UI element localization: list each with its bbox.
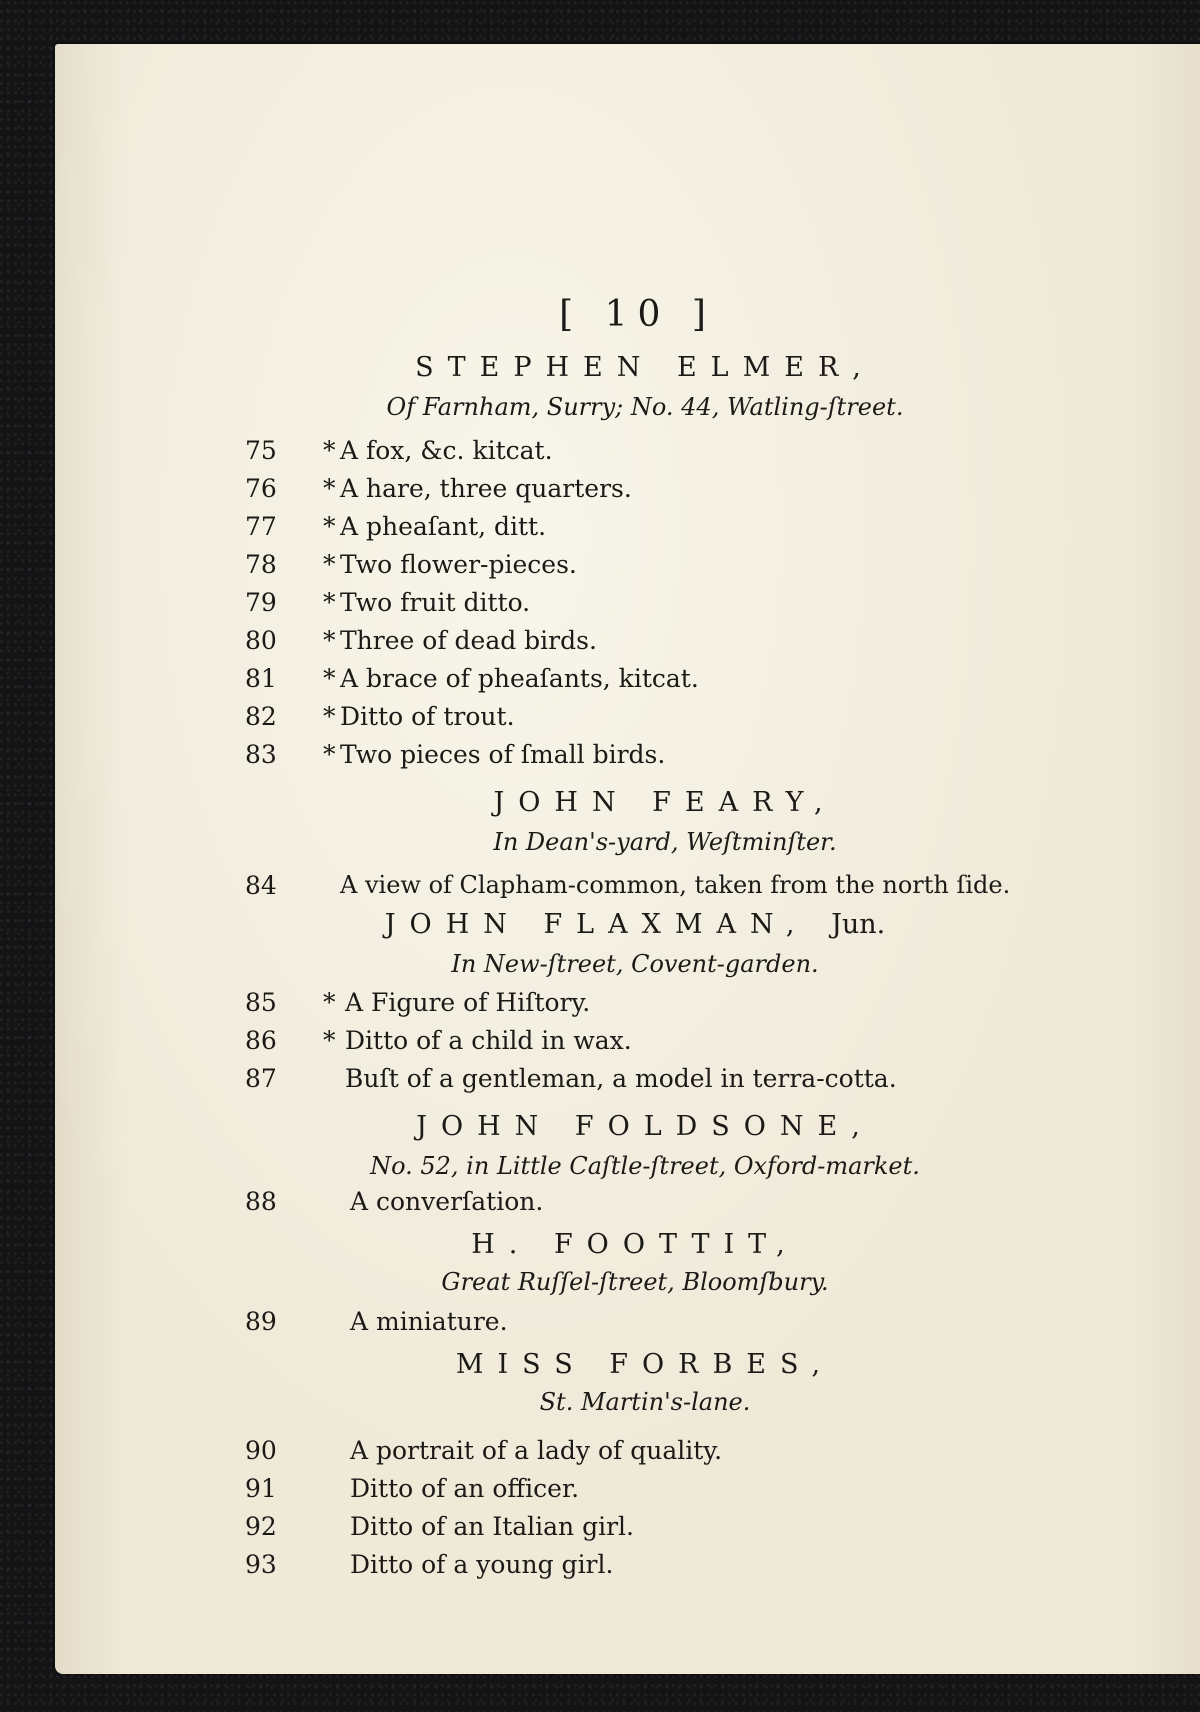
entry-number: 75 bbox=[245, 436, 277, 465]
artist-name: STEPHEN ELMER, bbox=[415, 352, 875, 383]
asterisk-mark: * bbox=[323, 588, 336, 617]
entry-text: Two pieces of ſmall birds. bbox=[340, 740, 666, 769]
entry-text: Ditto of trout. bbox=[340, 702, 515, 731]
artist-address: In New-ſtreet, Covent-garden. bbox=[451, 950, 819, 978]
asterisk-mark: * bbox=[323, 550, 336, 579]
artist-address: St. Martin's-lane. bbox=[539, 1388, 751, 1416]
artist-address: Of Farnham, Surry; No. 44, Watling-ſtreet. bbox=[386, 393, 904, 421]
asterisk-mark: * bbox=[323, 664, 336, 693]
asterisk-mark: * bbox=[323, 988, 336, 1017]
catalogue-entry bbox=[55, 988, 1200, 1022]
catalogue-entry bbox=[55, 626, 1200, 660]
entry-text: A view of Clapham-common, taken from the north ſide. bbox=[340, 871, 1011, 899]
artist-address: In Dean's-yard, Weſtminſter. bbox=[493, 828, 837, 856]
artist-name: JOHN FOLDSONE, bbox=[416, 1111, 874, 1142]
entry-number: 87 bbox=[245, 1064, 277, 1093]
catalogue-entry bbox=[55, 1187, 1200, 1221]
entry-text: A pheaſant, ditt. bbox=[340, 512, 547, 541]
book-page bbox=[55, 44, 1200, 1674]
entry-number: 90 bbox=[245, 1436, 277, 1465]
entry-text: A hare, three quarters. bbox=[340, 474, 632, 503]
asterisk-mark: * bbox=[323, 474, 336, 503]
entry-text: Two flower-pieces. bbox=[340, 550, 577, 579]
asterisk-mark: * bbox=[323, 702, 336, 731]
page-number: [ 10 ] bbox=[559, 294, 716, 335]
entry-number: 85 bbox=[245, 988, 277, 1017]
entry-text: A fox, &c. kitcat. bbox=[340, 436, 553, 465]
entry-number: 92 bbox=[245, 1512, 277, 1541]
asterisk-mark: * bbox=[323, 436, 336, 465]
entry-number: 82 bbox=[245, 702, 277, 731]
entry-number: 83 bbox=[245, 740, 277, 769]
catalogue-entry bbox=[55, 740, 1200, 774]
catalogue-entry bbox=[55, 474, 1200, 508]
entry-number: 93 bbox=[245, 1550, 277, 1579]
catalogue-entry bbox=[55, 871, 1200, 905]
catalogue-entry bbox=[55, 1474, 1200, 1508]
asterisk-mark: * bbox=[323, 740, 336, 769]
entry-text: Ditto of a child in wax. bbox=[345, 1026, 632, 1055]
artist-name: JOHN FEARY, bbox=[493, 787, 837, 818]
catalogue-entry bbox=[55, 1064, 1200, 1098]
asterisk-mark: * bbox=[323, 512, 336, 541]
artist-name-main: JOHN FLAXMAN, bbox=[384, 909, 809, 940]
entry-text: Ditto of an Italian girl. bbox=[350, 1512, 634, 1541]
entry-number: 89 bbox=[245, 1307, 277, 1336]
entry-number: 86 bbox=[245, 1026, 277, 1055]
artist-address: Great Ruſſel-ſtreet, Bloomſbury. bbox=[441, 1268, 829, 1296]
catalogue-entry bbox=[55, 1436, 1200, 1470]
artist-name: H. FOOTTIT, bbox=[471, 1229, 799, 1260]
entry-text: Three of dead birds. bbox=[340, 626, 597, 655]
catalogue-entry bbox=[55, 1550, 1200, 1584]
asterisk-mark: * bbox=[323, 1026, 336, 1055]
entry-number: 76 bbox=[245, 474, 277, 503]
catalogue-entry bbox=[55, 1026, 1200, 1060]
entry-text: A portrait of a lady of quality. bbox=[350, 1436, 723, 1465]
catalogue-entry bbox=[55, 664, 1200, 698]
entry-text: A brace of pheaſants, kitcat. bbox=[340, 664, 699, 693]
artist-name-suffix: Jun. bbox=[831, 909, 886, 940]
entry-text: A converſation. bbox=[350, 1187, 544, 1216]
entry-number: 88 bbox=[245, 1187, 277, 1216]
entry-text: Two fruit ditto. bbox=[340, 588, 531, 617]
catalogue-entry bbox=[55, 550, 1200, 584]
asterisk-mark: * bbox=[323, 626, 336, 655]
entry-number: 84 bbox=[245, 871, 277, 900]
entry-number: 80 bbox=[245, 626, 277, 655]
entry-text: Ditto of an officer. bbox=[350, 1474, 580, 1503]
entry-number: 78 bbox=[245, 550, 277, 579]
artist-name: MISS FORBES, bbox=[455, 1349, 835, 1380]
catalogue-entry bbox=[55, 1512, 1200, 1546]
entry-text: A Figure of Hiſtory. bbox=[345, 988, 591, 1017]
entry-text: Buſt of a gentleman, a model in terra-cotta. bbox=[345, 1064, 897, 1093]
entry-number: 79 bbox=[245, 588, 277, 617]
entry-number: 81 bbox=[245, 664, 277, 693]
catalogue-entry bbox=[55, 588, 1200, 622]
entry-number: 77 bbox=[245, 512, 277, 541]
artist-address: No. 52, in Little Caſtle-ſtreet, Oxford-market. bbox=[370, 1152, 920, 1180]
artist-name bbox=[85, 909, 1185, 940]
entry-text: A miniature. bbox=[350, 1307, 508, 1336]
catalogue-entry bbox=[55, 436, 1200, 470]
entry-text: Ditto of a young girl. bbox=[350, 1550, 614, 1579]
catalogue-entry bbox=[55, 1307, 1200, 1341]
entry-number: 91 bbox=[245, 1474, 277, 1503]
catalogue-entry bbox=[55, 512, 1200, 546]
catalogue-entry bbox=[55, 702, 1200, 736]
